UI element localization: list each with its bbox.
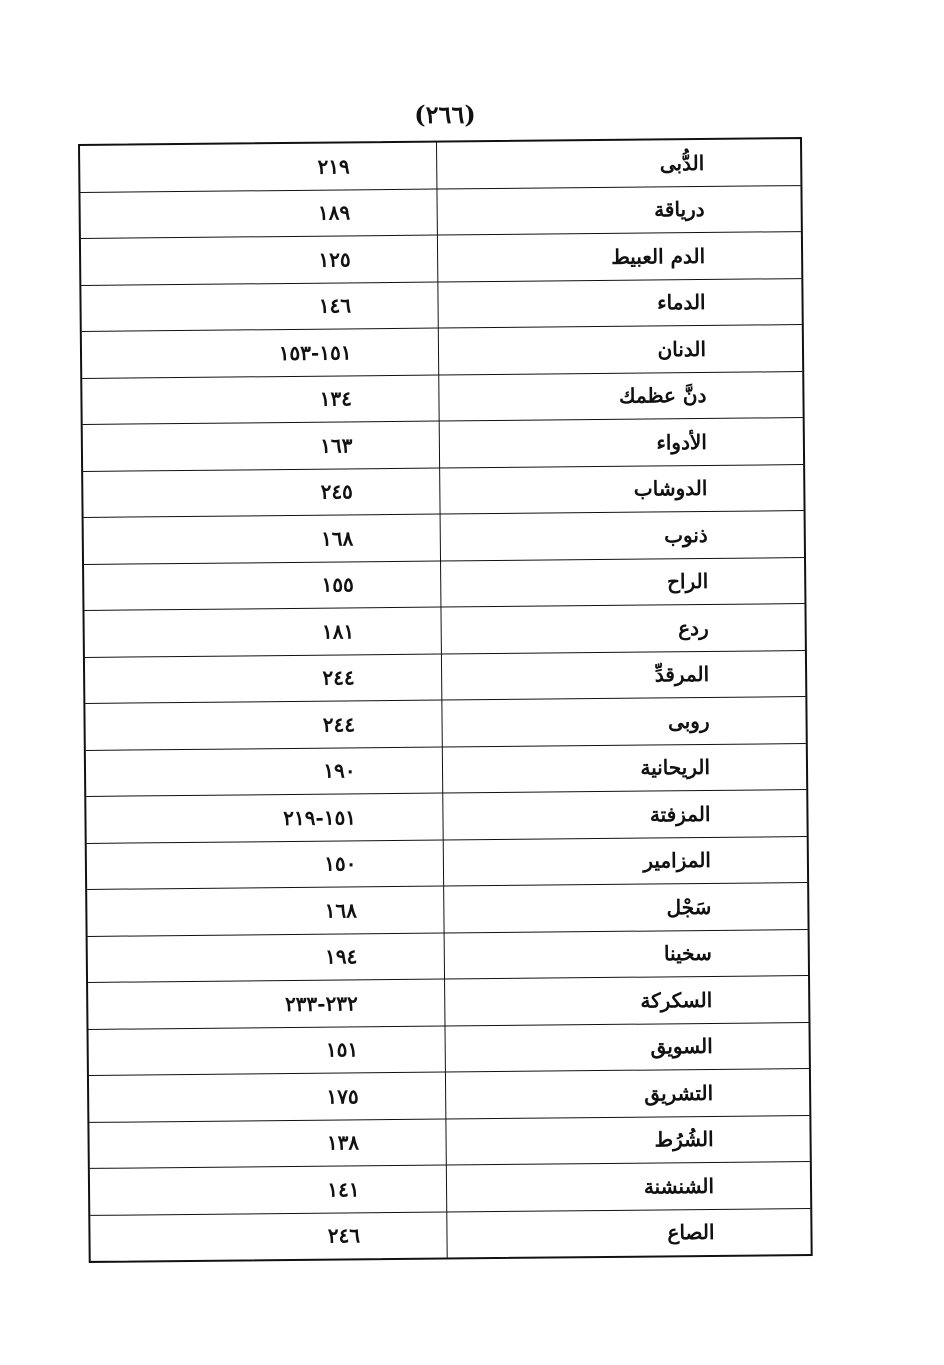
- index-page-refs: ٢٣٢-٢٣٣: [88, 979, 444, 1029]
- table-row: [86, 743, 806, 796]
- index-page-refs: ١٦٣: [83, 421, 439, 471]
- index-term: التشريق: [445, 1069, 809, 1119]
- index-page-refs: ١٧٥: [89, 1072, 445, 1122]
- index-term: الدنان: [438, 325, 802, 375]
- table-row: [81, 278, 801, 331]
- table-row: [83, 418, 803, 471]
- table-row: [90, 1162, 810, 1215]
- index-page-refs: ١٣٨: [89, 1119, 445, 1169]
- table-row: [83, 464, 803, 517]
- table-row: [81, 232, 801, 285]
- table-row: [88, 929, 808, 982]
- index-term: روبى: [441, 697, 805, 747]
- index-page-refs: ٢٤٦: [327, 1223, 361, 1248]
- index-term: الدم العبيط: [437, 232, 801, 282]
- index-term: دنَّ عظمك: [438, 371, 802, 421]
- index-page-refs: ١٥١-١٥٣: [82, 328, 438, 378]
- table-row: [84, 511, 804, 564]
- table-row: [87, 883, 807, 936]
- index-term: الراح: [440, 557, 804, 607]
- table-row: [87, 836, 807, 889]
- index-term: السكركة: [444, 976, 808, 1026]
- index-page-refs: ١٨٩: [80, 189, 436, 239]
- index-term: الريحانية: [442, 743, 806, 793]
- table-row: [85, 697, 805, 750]
- index-table: [80, 139, 811, 1261]
- index-term: المزفتة: [442, 790, 806, 840]
- index-page-refs: ٢١٩: [80, 143, 436, 192]
- index-term: الأدواء: [439, 418, 803, 468]
- index-page-refs: ١٥٥: [84, 561, 440, 611]
- page-number: (٢٦٦): [414, 100, 476, 129]
- table-row: [84, 557, 804, 610]
- table-row: [90, 1208, 810, 1261]
- index-page-refs: ١٥١: [88, 1026, 444, 1076]
- index-term: الشُرُط: [445, 1115, 809, 1165]
- index-table-frame: [78, 137, 813, 1263]
- index-page-refs: ١٤٦: [81, 282, 437, 332]
- index-term: المزامير: [443, 836, 807, 886]
- index-term: الشنشنة: [446, 1162, 810, 1212]
- index-page-refs: ١٢٥: [81, 235, 437, 285]
- index-page-refs: ٢٤٤: [85, 654, 441, 704]
- table-row: [82, 325, 802, 378]
- table-row: [89, 1115, 809, 1168]
- index-term: السويق: [444, 1022, 808, 1072]
- table-row: [86, 790, 806, 843]
- index-term: ذنوب: [440, 511, 804, 561]
- index-page-refs: ١٦٨: [87, 886, 443, 936]
- table-row: [89, 1069, 809, 1122]
- index-term: الدوشاب: [439, 464, 803, 514]
- index-term: الصاع: [446, 1208, 810, 1257]
- table-row: [80, 139, 800, 192]
- index-term: درياقة: [436, 185, 800, 235]
- index-page-refs: ١٩٤: [88, 933, 444, 983]
- index-page-refs: ١٩٠: [86, 747, 442, 797]
- index-term: سخينا: [444, 929, 808, 979]
- table-row: [85, 650, 805, 703]
- index-page-refs: ٢٤٥: [83, 468, 439, 518]
- index-page-refs: ١٤١: [90, 1165, 446, 1215]
- index-page-refs: ١٦٨: [84, 514, 440, 564]
- index-page-refs: ١٣٤: [82, 375, 438, 425]
- table-row: [80, 185, 800, 238]
- index-term: المرقدِّ: [441, 650, 805, 700]
- index-term: الدماء: [437, 278, 801, 328]
- index-page-refs: ١٥١-٢١٩: [86, 793, 442, 843]
- index-table-body: [80, 139, 811, 1261]
- table-row: [88, 1022, 808, 1075]
- table-row: [84, 604, 804, 657]
- index-term: ردع: [440, 604, 804, 654]
- index-page-refs: ١٨١: [84, 607, 440, 657]
- table-row: [88, 976, 808, 1029]
- index-term: سَجْل: [443, 883, 807, 933]
- index-page-refs: ١٥٠: [87, 840, 443, 890]
- index-page-refs: ٢٤٤: [85, 700, 441, 750]
- index-term: الدُّبى: [436, 139, 800, 188]
- table-row: [82, 371, 802, 424]
